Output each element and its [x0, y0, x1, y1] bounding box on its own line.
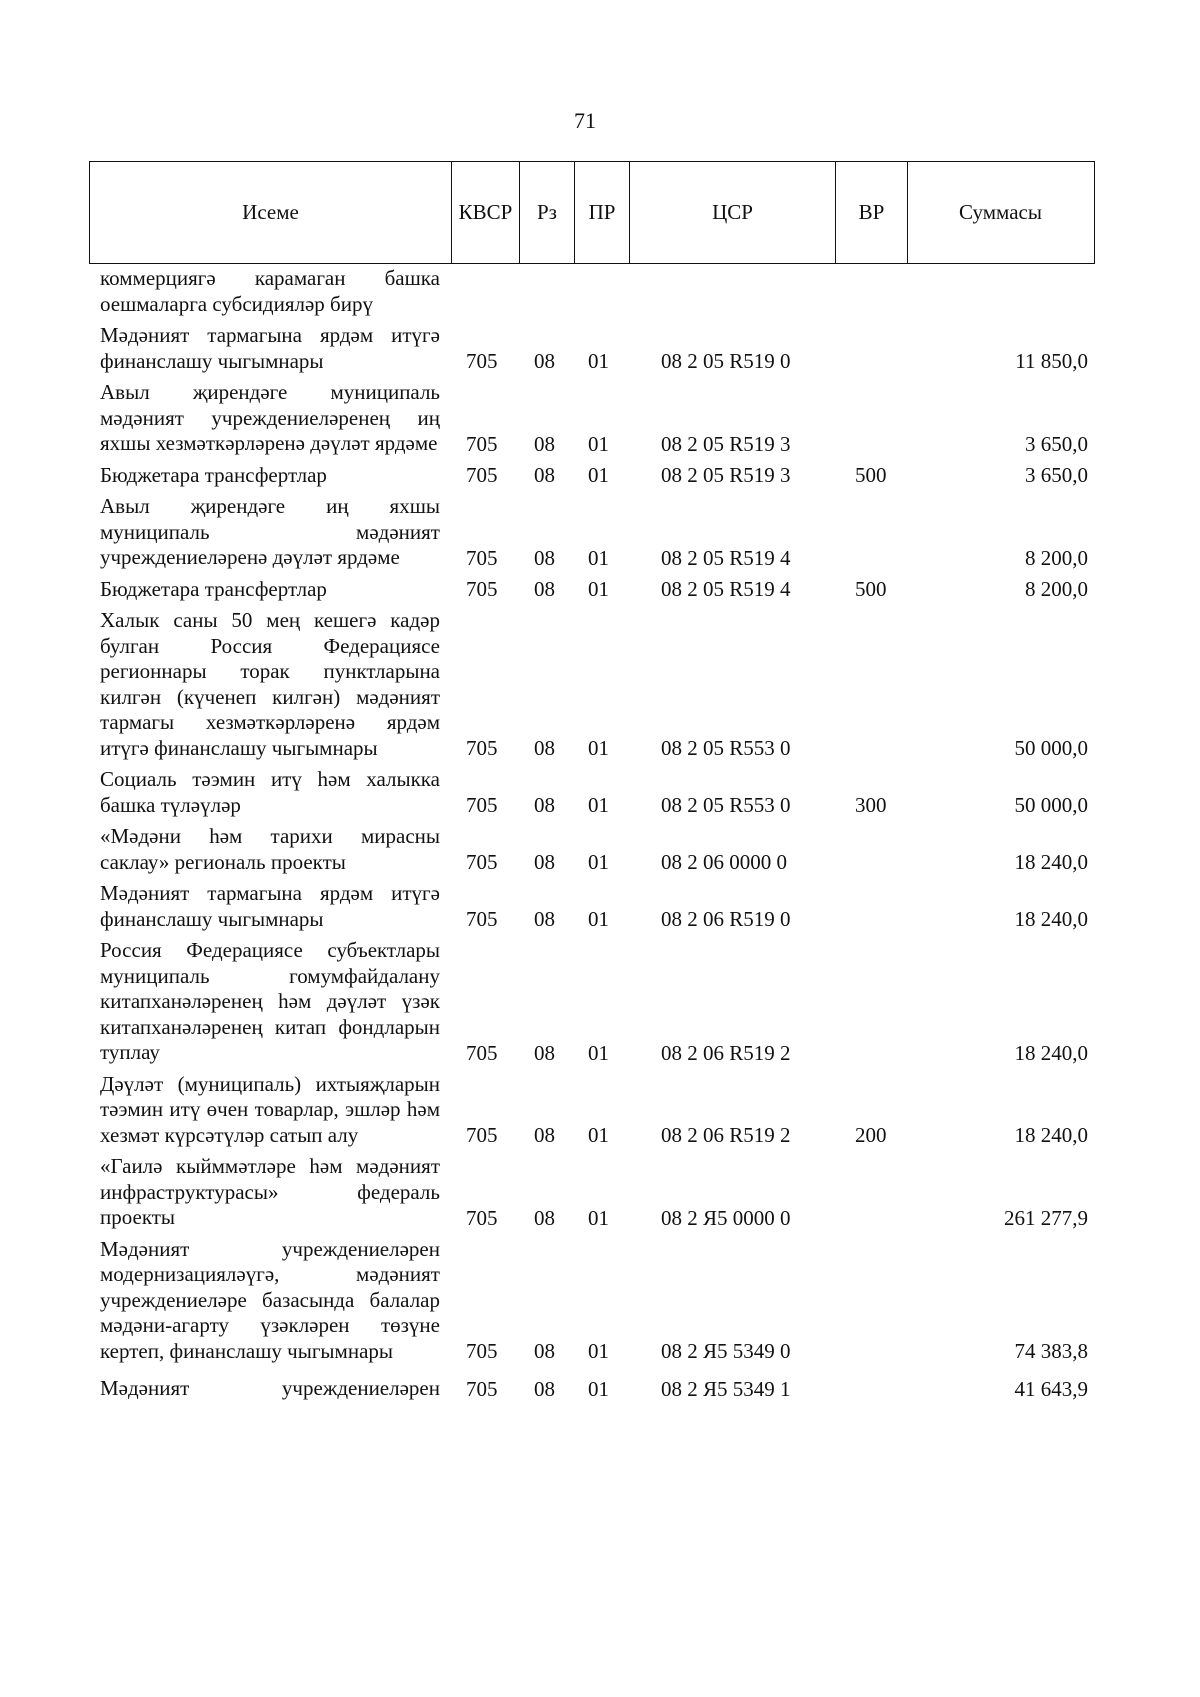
row-csr: 08 2 05 R519 3 — [661, 431, 791, 456]
row-csr: 08 2 06 R519 0 — [661, 907, 791, 931]
table-row — [0, 463, 1200, 489]
table-row — [0, 1376, 1200, 1402]
row-pr: 01 — [588, 545, 609, 570]
row-csr: 08 2 Я5 5349 1 — [661, 1376, 791, 1401]
row-kvsr: 705 — [466, 907, 498, 931]
row-rz: 08 — [534, 850, 555, 874]
row-codes — [0, 793, 1200, 818]
row-codes — [0, 432, 1200, 457]
row-name: Россия Федерациясе субъектлары муниципаль гомумфайдалану китапханәләренең һәм дәүләт үзәк китапханәләренең китап фондларын туплау — [100, 938, 440, 1064]
row-sum: 74 383,8 — [1014, 1339, 1088, 1363]
row-rz: 08 — [534, 1205, 555, 1230]
row-sum: 261 277,9 — [1004, 1205, 1088, 1230]
row-codes — [0, 1377, 1200, 1402]
row-csr: 08 2 06 R519 2 — [661, 1040, 791, 1065]
row-sum: 18 240,0 — [1014, 850, 1088, 874]
row-codes — [0, 349, 1200, 374]
row-name: Авыл җирендәге муниципаль мәдәният учреждениеләренең иң яхшы хезмәткәрләренә дәүләт ярдәме — [100, 380, 440, 455]
row-kvsr: 705 — [466, 545, 498, 570]
row-rz: 08 — [534, 793, 555, 817]
header-kvsr: КВСР — [452, 162, 520, 263]
row-sum: 41 643,9 — [1014, 1376, 1088, 1401]
row-csr: 08 2 Я5 0000 0 — [661, 1205, 791, 1230]
row-pr: 01 — [588, 1339, 609, 1363]
row-kvsr: 705 — [466, 793, 498, 817]
row-pr: 01 — [588, 1123, 609, 1147]
row-sum: 50 000,0 — [1014, 736, 1088, 760]
row-kvsr: 705 — [466, 1123, 498, 1147]
row-codes — [0, 1339, 1200, 1364]
row-sum: 8 200,0 — [1025, 577, 1088, 601]
table-row — [0, 824, 1200, 875]
row-csr: 08 2 05 R519 3 — [661, 463, 791, 487]
row-csr: 08 2 05 R519 4 — [661, 577, 791, 601]
row-name: Дәүләт (муниципаль) ихтыяҗларын тәэмин итү өчен товарлар, эшләр һәм хезмәт күрсәтүләр сатып алу — [100, 1071, 440, 1147]
row-csr: 08 2 Я5 5349 0 — [661, 1339, 791, 1363]
table-row — [0, 938, 1200, 1066]
row-rz: 08 — [534, 349, 555, 373]
header-pr: ПР — [575, 162, 630, 263]
row-kvsr: 705 — [466, 1339, 498, 1363]
row-vr: 500 — [855, 577, 887, 601]
row-sum: 8 200,0 — [1025, 545, 1088, 570]
row-rz: 08 — [534, 431, 555, 456]
row-rz: 08 — [534, 1123, 555, 1147]
row-kvsr: 705 — [466, 1205, 498, 1230]
row-pr: 01 — [588, 850, 609, 874]
table-row — [0, 881, 1200, 932]
row-rz: 08 — [534, 736, 555, 760]
row-codes — [0, 577, 1200, 602]
table-row — [0, 1237, 1200, 1365]
table-row — [0, 494, 1200, 571]
table-row — [0, 323, 1200, 374]
header-rz: Рз — [520, 162, 575, 263]
row-csr: 08 2 06 R519 2 — [661, 1123, 791, 1147]
row-kvsr: 705 — [466, 1040, 498, 1065]
row-pr: 01 — [588, 349, 609, 373]
row-codes — [0, 463, 1200, 488]
row-codes — [0, 736, 1200, 761]
row-vr: 200 — [855, 1123, 887, 1147]
row-pr: 01 — [588, 1376, 609, 1401]
row-rz: 08 — [534, 545, 555, 570]
row-csr: 08 2 05 R519 0 — [661, 349, 791, 373]
row-name: Мәдәният тармагына ярдәм итүгә финанслашу чыгымнары — [100, 881, 440, 931]
row-name: Бюджетара трансфертлар — [100, 462, 327, 487]
table-header — [89, 161, 1095, 264]
header-name: Исеме — [90, 162, 452, 263]
row-codes — [0, 292, 1200, 317]
row-codes — [0, 1041, 1200, 1066]
row-sum: 18 240,0 — [1014, 1040, 1088, 1065]
row-codes — [0, 1206, 1200, 1231]
row-pr: 01 — [588, 463, 609, 487]
table-row — [0, 380, 1200, 457]
row-name: Халык саны 50 мең кешегә кадәр булган Россия Федерациясе регионнары торак пунктларына килгән (күченеп килгән) мәдәният тармагы хезмәткәрләренә ярдәм итүгә финанслашу чыгымнары — [100, 608, 440, 760]
row-vr: 500 — [855, 463, 887, 487]
row-rz: 08 — [534, 1339, 555, 1363]
table-row — [0, 266, 1200, 317]
row-rz: 08 — [534, 463, 555, 487]
row-name: «Мәдәни һәм тарихи мирасны саклау» региональ проекты — [100, 824, 440, 874]
row-kvsr: 705 — [466, 736, 498, 760]
row-name: Социаль тәэмин итү һәм халыкка башка түләүләр — [100, 767, 440, 817]
row-pr: 01 — [588, 577, 609, 601]
row-codes — [0, 546, 1200, 571]
row-csr: 08 2 05 R553 0 — [661, 793, 791, 817]
row-csr: 08 2 06 0000 0 — [661, 850, 787, 874]
row-sum: 3 650,0 — [1025, 463, 1088, 487]
row-kvsr: 705 — [466, 1376, 498, 1401]
table-body — [0, 266, 1200, 1402]
row-name: Мәдәният тармагына ярдәм итүгә финанслашу чыгымнары — [100, 323, 440, 373]
row-rz: 08 — [534, 907, 555, 931]
row-name: «Гаилә кыйммәтләре һәм мәдәният инфраструктурасы» федераль проекты — [100, 1154, 440, 1229]
row-name: Мәдәният учреждениеләрен — [100, 1376, 440, 1400]
row-kvsr: 705 — [466, 577, 498, 601]
table-row — [0, 1072, 1200, 1149]
row-kvsr: 705 — [466, 463, 498, 487]
table-row — [0, 1154, 1200, 1231]
row-pr: 01 — [588, 736, 609, 760]
row-sum: 3 650,0 — [1025, 431, 1088, 456]
row-pr: 01 — [588, 1205, 609, 1230]
row-pr: 01 — [588, 907, 609, 931]
row-kvsr: 705 — [466, 850, 498, 874]
row-sum: 11 850,0 — [1015, 349, 1088, 373]
table-row — [0, 608, 1200, 761]
row-sum: 18 240,0 — [1014, 1123, 1088, 1147]
row-name: коммерциягә карамаган башка оешмаларга субсидияләр бирү — [100, 266, 440, 316]
row-kvsr: 705 — [466, 349, 498, 373]
row-sum: 50 000,0 — [1014, 793, 1088, 817]
header-csr: ЦСР — [630, 162, 836, 263]
row-pr: 01 — [588, 1040, 609, 1065]
row-rz: 08 — [534, 577, 555, 601]
header-sum: Суммасы — [959, 200, 1042, 224]
row-kvsr: 705 — [466, 431, 498, 456]
row-codes — [0, 850, 1200, 875]
header-vr: ВР — [836, 162, 908, 263]
row-vr: 300 — [855, 793, 887, 817]
row-name: Мәдәният учреждениеләрен модернизацияләүгә, мәдәният учреждениеләре базасында балалар мәдәни-агарту үзәкләрен төзүне кертеп, финанслашу чыгымнары — [100, 1236, 440, 1363]
row-name: Авыл җирендәге иң яхшы муниципаль мәдәният учреждениеләренә дәүләт ярдәме — [100, 494, 440, 569]
row-pr: 01 — [588, 431, 609, 456]
table-row — [0, 577, 1200, 603]
row-pr: 01 — [588, 793, 609, 817]
row-csr: 08 2 05 R519 4 — [661, 545, 791, 570]
page-number: 71 — [574, 108, 596, 133]
row-csr: 08 2 05 R553 0 — [661, 736, 791, 760]
row-codes — [0, 907, 1200, 932]
row-name: Бюджетара трансфертлар — [100, 576, 327, 601]
row-codes — [0, 1123, 1200, 1148]
row-rz: 08 — [534, 1376, 555, 1401]
row-rz: 08 — [534, 1040, 555, 1065]
row-sum: 18 240,0 — [1014, 907, 1088, 931]
table-row — [0, 767, 1200, 818]
